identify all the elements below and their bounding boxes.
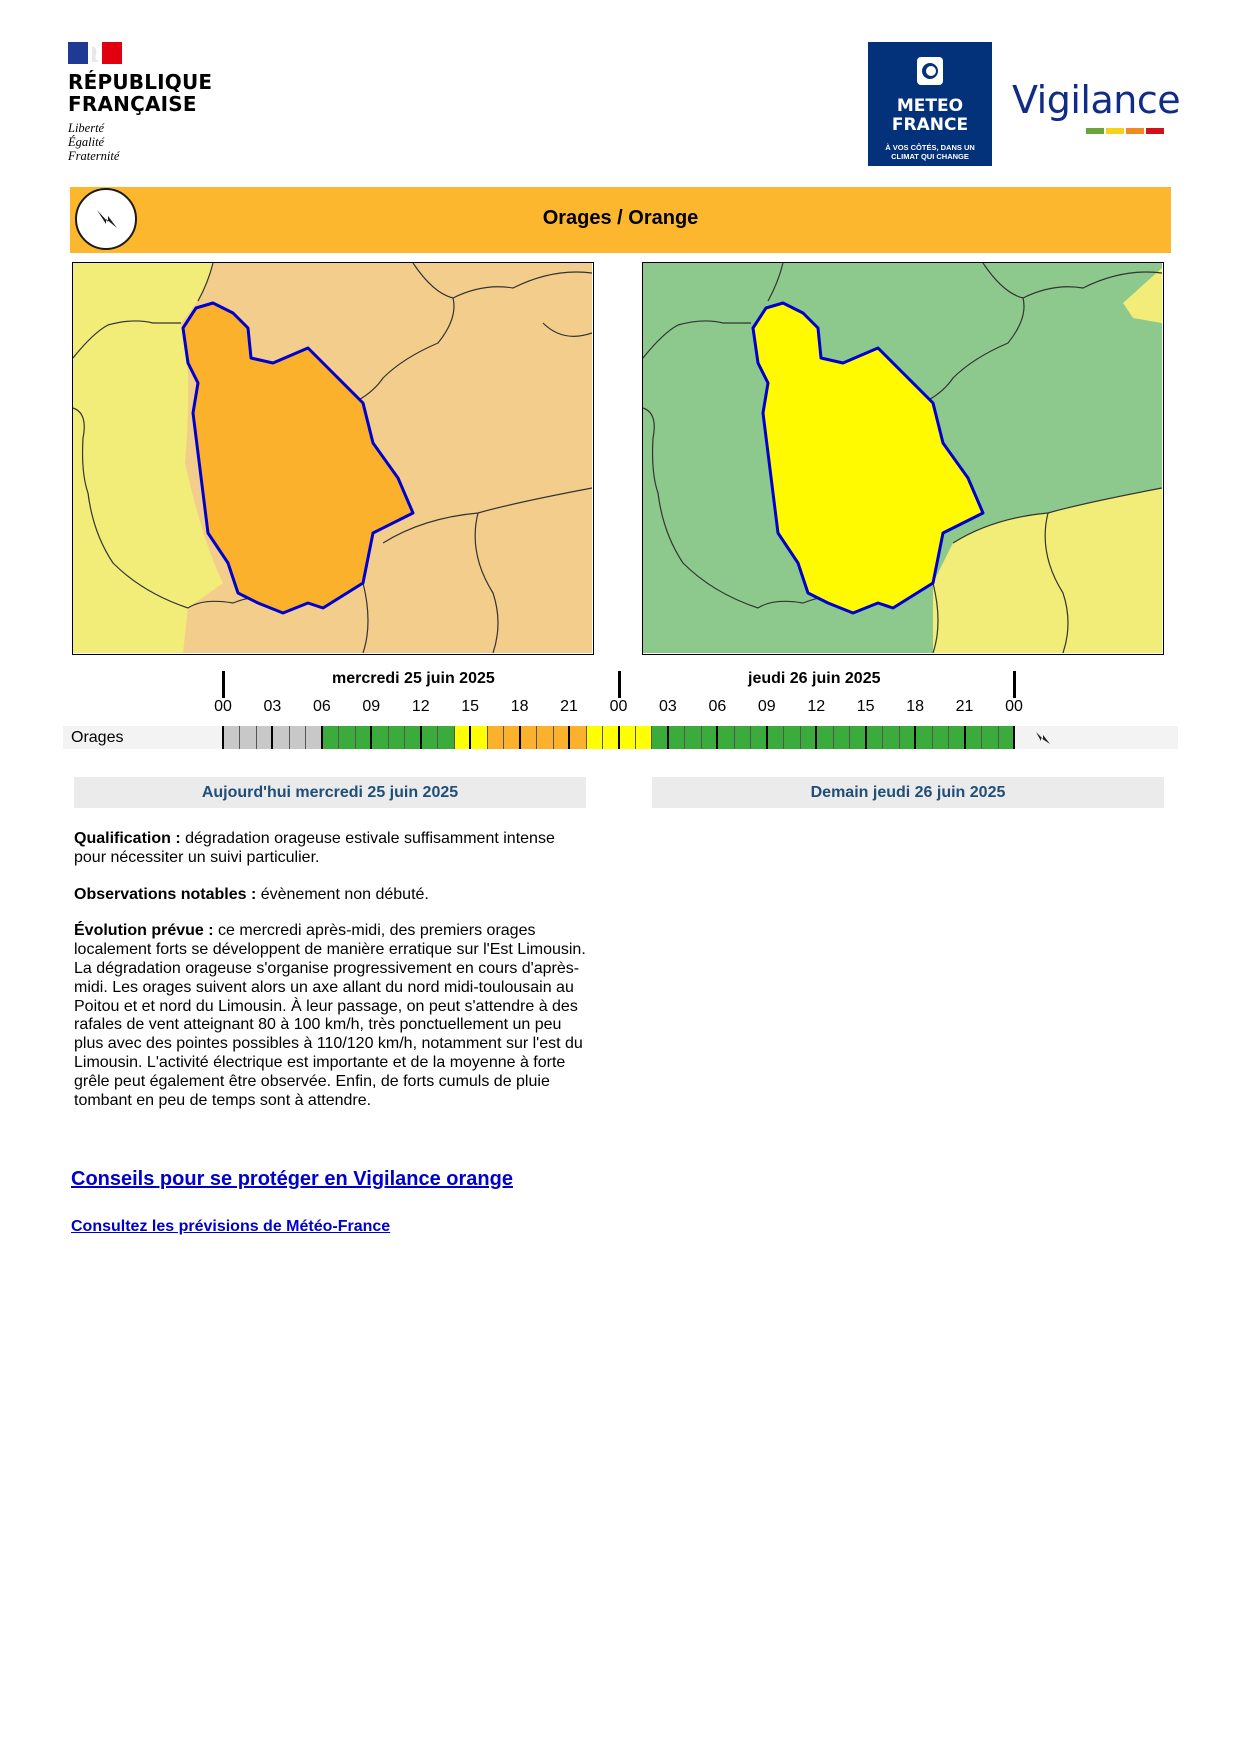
- vigilance-bar-orange: [1126, 128, 1144, 134]
- timeline-segment-green: [800, 726, 817, 749]
- alert-banner: [70, 187, 1171, 253]
- timeline-segment-orange: [487, 726, 504, 749]
- timeline-hour-label: 03: [659, 698, 677, 715]
- timeline-major-tick: [321, 726, 323, 749]
- timeline-segment-green: [371, 726, 388, 749]
- timeline-segment-green: [355, 726, 372, 749]
- timeline-major-tick: [914, 726, 916, 749]
- timeline-minor-tick: [454, 726, 455, 749]
- timeline-day-marker: [618, 671, 621, 698]
- timeline-hour-label: 12: [411, 698, 430, 715]
- timeline-label: Orages: [71, 729, 124, 746]
- meteo-text: METEO: [896, 96, 964, 116]
- republique-francaise-logo: [68, 42, 228, 163]
- qualification-label: Qualification :: [74, 830, 181, 847]
- vigilance-bar-red: [1146, 128, 1164, 134]
- timeline-major-tick: [568, 726, 570, 749]
- timeline-segment-green: [734, 726, 751, 749]
- timeline-segment-yellow: [454, 726, 471, 749]
- timeline-hour-label: 15: [461, 698, 480, 715]
- motto-liberte: Liberté: [68, 121, 105, 135]
- timeline-minor-tick: [783, 726, 784, 749]
- timeline-segment-orange: [536, 726, 553, 749]
- timeline-major-tick: [222, 726, 224, 749]
- timeline-hour-label: 18: [906, 698, 925, 715]
- timeline-major-tick: [766, 726, 768, 749]
- timeline-hour-label: 21: [560, 698, 578, 715]
- timeline-minor-tick: [487, 726, 488, 749]
- timeline-minor-tick: [833, 726, 834, 749]
- timeline-segment-yellow: [635, 726, 652, 749]
- observations-label: Observations notables :: [74, 885, 257, 903]
- timeline-segment-green: [750, 726, 767, 749]
- timeline-segment-green: [322, 726, 339, 749]
- francaise-text: FRANÇAISE: [68, 92, 197, 116]
- vigilance-wordmark: Vigilance: [1012, 78, 1181, 122]
- timeline-segment-orange: [569, 726, 586, 749]
- timeline-hour-label: 09: [362, 698, 381, 715]
- timeline-minor-tick: [289, 726, 290, 749]
- timeline-segment-gray: [289, 726, 306, 749]
- timeline-minor-tick: [998, 726, 999, 749]
- forecast-link[interactable]: Consultez les prévisions de Météo-France: [71, 1218, 391, 1235]
- timeline-segment-yellow: [586, 726, 603, 749]
- observations-text: évènement non débuté.: [260, 885, 429, 903]
- timeline-segment-green: [701, 726, 718, 749]
- bulletin-text: [74, 830, 586, 1128]
- map-today: [72, 262, 594, 655]
- timeline-major-tick: [865, 726, 867, 749]
- france-text: FRANCE: [891, 115, 969, 135]
- timeline-minor-tick: [932, 726, 933, 749]
- timeline-minor-tick: [684, 726, 685, 749]
- timeline-hour-label: 09: [757, 698, 776, 715]
- vigilance-logo: [1012, 78, 1181, 139]
- meteo-tagline: À VOS CÔTÉS, DANS UN CLIMAT QUI CHANGE: [885, 143, 975, 161]
- timeline-segment-gray: [272, 726, 289, 749]
- timeline-segment-green: [882, 726, 899, 749]
- timeline-hour-label: 21: [955, 698, 974, 715]
- timeline-major-tick: [420, 726, 422, 749]
- timeline-minor-tick: [388, 726, 389, 749]
- map-tomorrow: [642, 262, 1164, 655]
- timeline-major-tick: [667, 726, 669, 749]
- timeline-hour-label: 12: [807, 698, 826, 715]
- timeline-minor-tick: [553, 726, 554, 749]
- timeline-segment-green: [421, 726, 438, 749]
- vigilance-bar-green: [1086, 128, 1104, 134]
- timeline-major-tick: [1013, 726, 1015, 749]
- tomorrow-panel-header: Demain jeudi 26 juin 2025: [652, 777, 1164, 808]
- timeline-hour-label: 03: [263, 698, 282, 715]
- timeline-hour-label: 06: [708, 698, 727, 715]
- timeline-segment-green: [981, 726, 998, 749]
- timeline-segment-green: [932, 726, 949, 749]
- timeline-segment-green: [717, 726, 734, 749]
- timeline-major-tick: [716, 726, 718, 749]
- timeline-hour-label: 15: [856, 698, 875, 715]
- timeline-minor-tick: [635, 726, 636, 749]
- timeline-segment-green: [668, 726, 685, 749]
- timeline-minor-tick: [734, 726, 735, 749]
- timeline-minor-tick: [338, 726, 339, 749]
- timeline-day-marker: [222, 671, 225, 698]
- timeline-segment-green: [783, 726, 800, 749]
- timeline-segment-gray: [223, 726, 240, 749]
- timeline-segment-green: [948, 726, 965, 749]
- timeline-minor-tick: [586, 726, 587, 749]
- timeline-segment-green: [404, 726, 421, 749]
- motto-egalite: Égalité: [68, 135, 105, 149]
- timeline-segment-green: [899, 726, 916, 749]
- alert-title: Orages / Orange: [542, 207, 699, 229]
- timeline-minor-tick: [239, 726, 240, 749]
- timeline-segment-green: [866, 726, 883, 749]
- timeline-minor-tick: [503, 726, 504, 749]
- timeline-segment-green: [816, 726, 833, 749]
- timeline-minor-tick: [305, 726, 306, 749]
- timeline-hour-label: 18: [510, 698, 529, 715]
- timeline-major-tick: [964, 726, 966, 749]
- advice-link[interactable]: Conseils pour se protéger en Vigilance orange: [71, 1168, 513, 1190]
- timeline-major-tick: [618, 726, 620, 749]
- timeline-day-marker: [1013, 671, 1016, 698]
- timeline-hour-label: 00: [214, 698, 232, 715]
- timeline-segment-green: [915, 726, 932, 749]
- timeline-segment-orange: [520, 726, 537, 749]
- motto-fraternite: Fraternité: [68, 149, 120, 163]
- today-panel-header: Aujourd'hui mercredi 25 juin 2025: [74, 777, 586, 808]
- meteo-france-logo: [868, 42, 992, 166]
- timeline-segment-green: [767, 726, 784, 749]
- timeline-segment-green: [833, 726, 850, 749]
- timeline-segment-green: [437, 726, 454, 749]
- timeline-major-tick: [519, 726, 521, 749]
- timeline-minor-tick: [882, 726, 883, 749]
- timeline-segment-green: [849, 726, 866, 749]
- lightning-icon: [1033, 729, 1053, 747]
- timeline-minor-tick: [800, 726, 801, 749]
- timeline-hour-label: 00: [609, 698, 628, 715]
- meteo-france-emblem-icon: [916, 56, 944, 86]
- timeline-hour-label: 06: [312, 698, 331, 715]
- timeline-segment-yellow: [602, 726, 619, 749]
- timeline-minor-tick: [404, 726, 405, 749]
- timeline-segment-green: [388, 726, 405, 749]
- vigilance-bar-yellow: [1106, 128, 1124, 134]
- marianne-flag-icon: [68, 42, 122, 64]
- timeline-row: [63, 726, 1178, 749]
- observations-paragraph: [74, 886, 586, 905]
- timeline-minor-tick: [602, 726, 603, 749]
- timeline-major-tick: [271, 726, 273, 749]
- timeline-major-tick: [469, 726, 471, 749]
- evolution-text: ce mercredi après-midi, des premiers orages localement forts se développent de manière erratique sur l'Est Limousin. La dégradation orageuse s'organise progressivement en cours d'après-midi. Les orages suivent alors un axe allant du nord midi-toulousain au Poitou et et nord du Limousin. À leur passage, on peut s'attendre à des rafales de vent atteignant 80 à 100 km/h, très ponctuellement un peu plus avec des pointes possibles à 110/120 km/h, notamment sur l'est du Limousin. L'activité électrique est importante et de la moyenne à forte grêle peut également être observée. Enfin, de forts cumuls de pluie tombant en peu de temps sont à attendre.: [74, 922, 586, 1109]
- timeline-segment-orange: [553, 726, 570, 749]
- timeline-day-1: mercredi 25 juin 2025: [332, 670, 495, 687]
- timeline-minor-tick: [256, 726, 257, 749]
- timeline-segment-yellow: [470, 726, 487, 749]
- timeline-minor-tick: [750, 726, 751, 749]
- timeline-segment-gray: [239, 726, 256, 749]
- timeline-segment-green: [651, 726, 668, 749]
- timeline-segment-green: [965, 726, 982, 749]
- timeline-major-tick: [370, 726, 372, 749]
- timeline-minor-tick: [536, 726, 537, 749]
- timeline-segment-green: [684, 726, 701, 749]
- qualification-text: dégradation orageuse estivale suffisamment intense pour nécessiter un suivi particulier.: [74, 830, 555, 866]
- timeline-minor-tick: [981, 726, 982, 749]
- timeline-segment-yellow: [619, 726, 636, 749]
- timeline-hour-label: 00: [1005, 698, 1023, 715]
- qualification-paragraph: [74, 830, 586, 868]
- timeline-minor-tick: [355, 726, 356, 749]
- timeline-minor-tick: [849, 726, 850, 749]
- republique-text: RÉPUBLIQUE: [68, 70, 213, 94]
- timeline-segment-orange: [503, 726, 520, 749]
- timeline-minor-tick: [899, 726, 900, 749]
- timeline-minor-tick: [651, 726, 652, 749]
- timeline-segment-gray: [256, 726, 273, 749]
- vigilance-color-bars: [1086, 121, 1172, 139]
- timeline-minor-tick: [701, 726, 702, 749]
- timeline-segment-green: [338, 726, 355, 749]
- timeline-minor-tick: [437, 726, 438, 749]
- timeline-major-tick: [815, 726, 817, 749]
- timeline-segment-gray: [305, 726, 322, 749]
- evolution-label: Évolution prévue :: [74, 922, 214, 940]
- timeline-minor-tick: [948, 726, 949, 749]
- timeline-day-2: jeudi 26 juin 2025: [748, 670, 881, 687]
- timeline-segment-green: [998, 726, 1015, 749]
- evolution-paragraph: [74, 922, 586, 1110]
